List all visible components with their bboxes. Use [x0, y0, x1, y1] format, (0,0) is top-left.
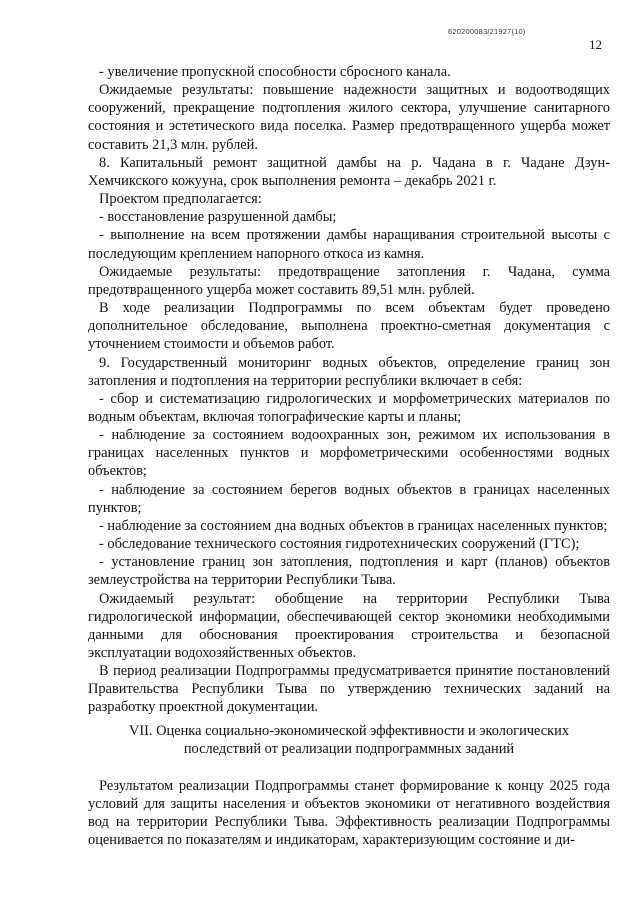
paragraph: Ожидаемые результаты: предотвращение затопления г. Чадана, сумма предотвращенного ущерба может составить 89,51 млн. рублей. — [88, 263, 610, 298]
section-heading-line: последствий от реализации подпрограммных заданий — [183, 741, 515, 757]
list-item: - выполнение на всем протяжении дамбы наращивания строительной высоты с последующим креплением напорного откоса из камня. — [88, 227, 610, 262]
closing-text — [88, 777, 610, 850]
body-text — [88, 63, 610, 717]
paragraph: - увеличение пропускной способности сбросного канала. — [99, 64, 451, 80]
list-item: - восстановление разрушенной дамбы; — [99, 209, 337, 226]
paragraph: Результатом реализации Подпрограммы станет формирование к концу 2025 года условий для защиты населения и объектов экономики от негативного воздействия вод на территории Республики Тыва. Эффективность реализации Подпрограммы оценивается по показателям и индикаторам, характеризующим состояние и ди- — [88, 778, 610, 849]
list-item: - наблюдение за состоянием дна водных объектов в границах населенных пунктов; — [99, 517, 608, 534]
paragraph: Ожидаемые результаты: повышение надежности защитных и водоотводящих сооружений, прекращение подтопления жилого сектора, улучшение санитарного состояния и эстетического вида поселка. Размер предотвращенного ущерба может составить 21,3 млн. рублей. — [88, 82, 610, 153]
list-item: - установление границ зон затопления, подтопления и карт (планов) объектов землеустройства на территории Республики Тыва. — [88, 554, 610, 589]
paragraph: Ожидаемый результат: обобщение на территории Республики Тыва гидрологической информации, обеспечивающей сектор экономики необходимыми данными для обоснования проектирования строительства и безопасной эксплуатации водохозяйственных объектов. — [88, 590, 610, 661]
paragraph: В период реализации Подпрограммы предусматривается принятие постановлений Правительства Республики Тыва по утверждению технических заданий на разработку проектной документации. — [88, 663, 610, 716]
section-heading — [88, 722, 610, 758]
paragraph: 8. Капитальный ремонт защитной дамбы на р. Чадана в г. Чадане Дзун-Хемчикского кожууна, срок выполнения ремонта – декабрь 2021 г. — [88, 154, 610, 189]
section-heading-line: VII. Оценка социально-экономической эффективности и экологических — [128, 723, 570, 739]
page-number: 12 — [589, 37, 602, 52]
list-item: - наблюдение за состоянием водоохранных зон, режимом их использования в границах населенных пунктов и морфометрическими особенностями водных объектов; — [88, 427, 610, 480]
list-item: - наблюдение за состоянием берегов водных объектов в границах населенных пунктов; — [88, 481, 610, 516]
paragraph: 9. Государственный мониторинг водных объектов, определение границ зон затопления и подтопления на территории республики включает в себя: — [88, 354, 610, 389]
document-code: 620200083/21927(10) — [448, 27, 526, 36]
paragraph: Проектом предполагается: — [99, 191, 262, 208]
list-item: - обследование технического состояния гидротехнических сооружений (ГТС); — [99, 536, 580, 553]
list-item: - сбор и систематизацию гидрологических и морфометрических материалов по водным объектам, включая топографические карты и планы; — [88, 390, 610, 425]
paragraph: В ходе реализации Подпрограммы по всем объектам будет проведено дополнительное обследование, выполнена проектно-сметная документация с уточнением стоимости и объемов работ. — [88, 300, 610, 353]
